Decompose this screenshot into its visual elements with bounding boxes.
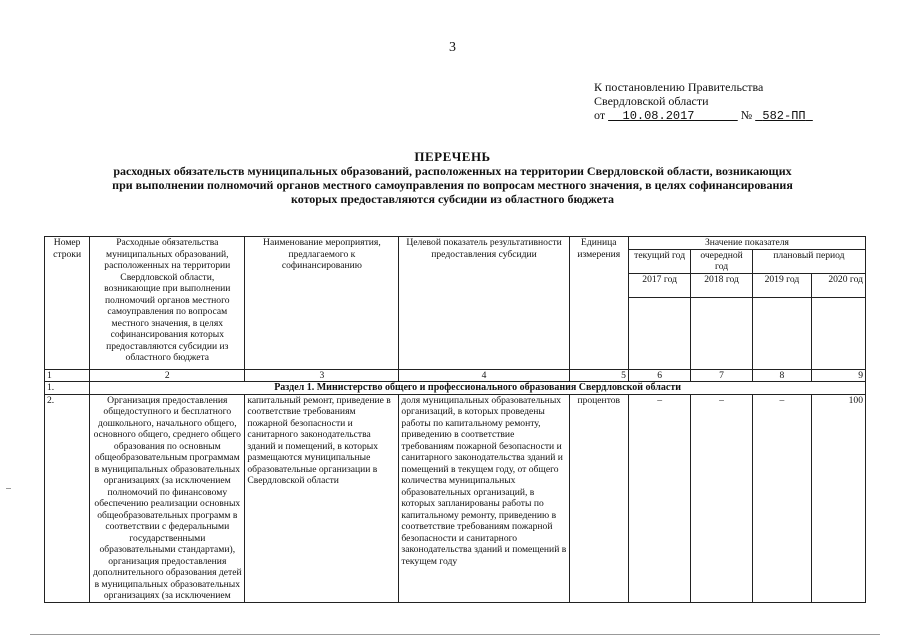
row-number: 2. (45, 394, 90, 602)
header-current-year: текущий год (628, 249, 690, 273)
header-2019: 2019 год (752, 273, 811, 297)
col-num-6: 6 (628, 369, 690, 382)
obligations-table (44, 236, 866, 603)
header-2020: 2020 год (812, 273, 866, 297)
section-row (45, 382, 866, 395)
document-title (0, 150, 905, 206)
row-value-2017: – (628, 394, 690, 602)
decree-date-line (594, 108, 854, 123)
col-num-3: 3 (245, 369, 399, 382)
row-obligation: Организация предоставления общедоступного и бесплатного дошкольного, начального общего, основного общего, среднего общего образования по основным общеобразовательным программам в муниципальных образовательных организациях (за исключением полномочий по финансовому обеспечению реализации основных общеобразовательных программ в соответствии с федеральными государственными образовательными стандартами), организация предоставления дополнительного образования детей в муниципальных образовательных организациях (за исключением (90, 394, 245, 602)
title-line-3: которых предоставляются субсидии из областного бюджета (290, 192, 615, 206)
col-num-9: 9 (812, 369, 866, 382)
col-num-7: 7 (691, 369, 752, 382)
section-row-number: 1. (45, 382, 90, 395)
header-unit: Единица измерения (569, 237, 628, 370)
title-line-1: расходных обязательств муниципальных образований, расположенных на территории Свердловской области, возникающих (113, 164, 792, 178)
header-value-group: Значение показателя (628, 237, 865, 250)
row-value-2018: – (691, 394, 752, 602)
column-numbers-row (45, 369, 866, 382)
title-heading: ПЕРЕЧЕНЬ (414, 149, 491, 164)
row-indicator: доля муниципальных образовательных организаций, в которых проведены работы по капитальному ремонту, приведению в соответствие требованиям пожарной безопасности и санитарного законодательства зданий и помещений в текущем году, от общего количества муниципальных образовательных организаций, в которых запланированы работы по капитальному ремонту, приведению в соответствие требованиям пожарной безопасности и санитарного законодательства зданий и помещений в текущем году (399, 394, 569, 602)
col-num-1: 1 (45, 369, 90, 382)
decree-from-label: от (594, 108, 606, 122)
col-num-4: 4 (399, 369, 569, 382)
row-unit: процентов (569, 394, 628, 602)
decree-number: 582-ПП (762, 109, 806, 123)
title-line-2: при выполнении полномочий органов местного самоуправления по вопросам местного значения, в целях софинансирования (112, 178, 793, 192)
header-2017: 2017 год (628, 273, 690, 297)
section-title: Раздел 1. Министерство общего и профессионального образования Свердловской области (90, 382, 866, 395)
col-num-5: 5 (569, 369, 628, 382)
page-number: 3 (449, 40, 456, 55)
decree-reference (594, 80, 854, 123)
table-row (45, 394, 866, 602)
decree-line-1: К постановлению Правительства (594, 80, 764, 94)
col-num-2: 2 (90, 369, 245, 382)
row-value-2019: – (752, 394, 811, 602)
scan-mark (6, 488, 11, 489)
decree-number-label: № (740, 108, 753, 122)
header-indicator: Целевой показатель результативности предоставления субсидии (399, 237, 569, 370)
decree-date: 10.08.2017 (622, 109, 695, 123)
header-obligation: Расходные обязательства муниципальных образований, расположенных на территории Свердловской области, возникающие при выполнении полномочий органов местного самоуправления по вопросам местного значения, в целях софинансирования которых предоставляются субсидии из областного бюджета (90, 237, 245, 370)
header-planned-period: плановый период (752, 249, 865, 273)
header-event: Наименование мероприятия, предлагаемого к софинансированию (245, 237, 399, 370)
header-row-number: Номер строки (45, 237, 90, 370)
header-2018: 2018 год (691, 273, 752, 297)
page-bottom-edge (30, 634, 880, 635)
col-num-8: 8 (752, 369, 811, 382)
header-next-year: очередной год (691, 249, 752, 273)
decree-line-2: Свердловской области (594, 94, 709, 108)
row-event: капитальный ремонт, приведение в соответствие требованиям пожарной безопасности и санитарного законодательства зданий и помещений, в которых размещаются муниципальные образовательные организации в Свердловской области (245, 394, 399, 602)
row-value-2020: 100 (812, 394, 866, 602)
